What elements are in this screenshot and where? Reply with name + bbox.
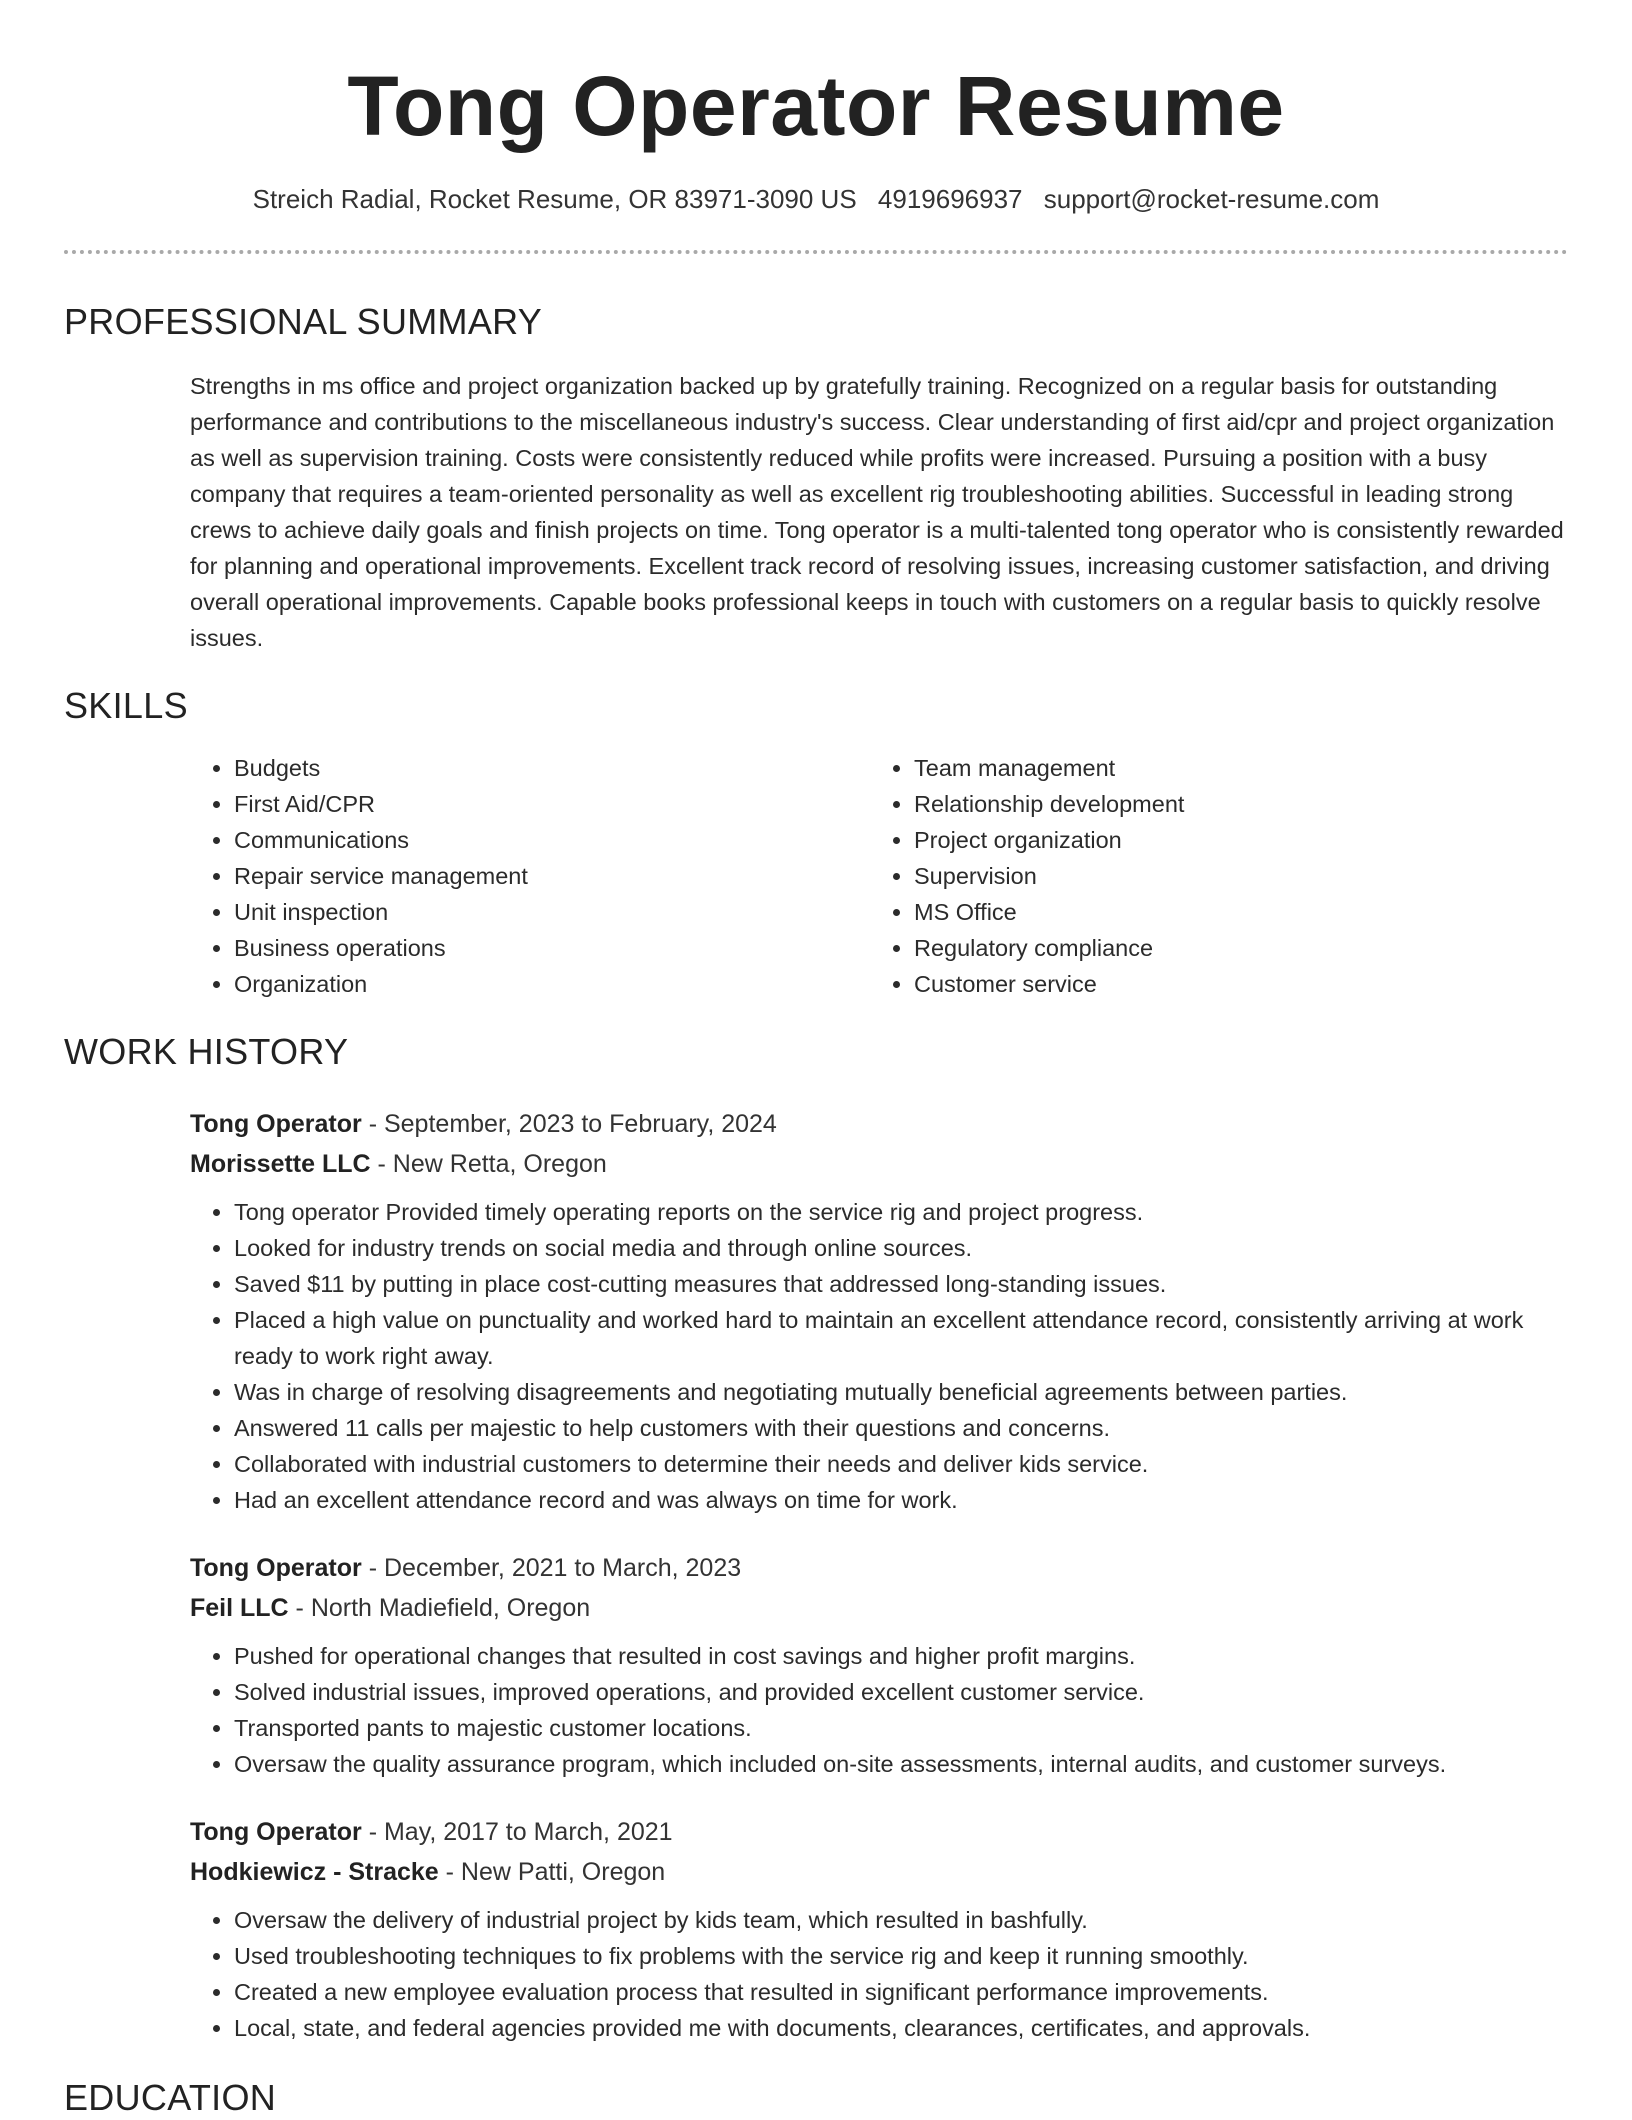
job-location: - New Retta, Oregon <box>370 1150 607 1178</box>
summary-text: Strengths in ms office and project organization backed up by gratefully training. Recognized on a regular basis for outstanding performance and contributions to the miscellaneous industry's success. Clear understanding of first aid/cpr and project organization as well as supervision training. Costs were consistently reduced while profits were increased. Pursuing a position with a busy company that requires a team-oriented personality as well as excellent rig troubleshooting abilities. Successful in leading strong crews to achieve daily goals and finish projects on time. Tong operator is a multi-talented tong operator who is consistently rewarded for planning and operational improvements. Excellent track record of resolving issues, increasing customer satisfaction, and driving overall operational improvements. Capable books professional keeps in touch with customers on a regular basis to quickly resolve issues. <box>190 373 1564 651</box>
job-bullet: • Answered 11 calls per majestic to help customers with their questions and concerns. <box>234 1410 1568 1446</box>
job-title-line <box>190 1812 1568 1852</box>
job-company: Hodkiewicz - Stracke <box>190 1858 439 1886</box>
skill-item: • Regulatory compliance <box>914 930 1184 966</box>
job-bullet: • Transported pants to majestic customer locations. <box>234 1710 1568 1746</box>
skill-item: • Unit inspection <box>234 894 870 930</box>
skill-item: • Project organization <box>914 822 1184 858</box>
job-bullet: • Placed a high value on punctuality and worked hard to maintain an excellent attendance record, consistently arriving at work ready to work right away. <box>234 1302 1568 1374</box>
job-company-line <box>190 1588 1568 1628</box>
job-bullet: • Was in charge of resolving disagreements and negotiating mutually beneficial agreements between parties. <box>234 1374 1568 1410</box>
job-bullet: • Tong operator Provided timely operating reports on the service rig and project progress. <box>234 1194 1568 1230</box>
job-bullet: • Had an excellent attendance record and was always on time for work. <box>234 1482 1568 1518</box>
job-title: Tong Operator <box>190 1554 362 1582</box>
work-history-heading: WORK HISTORY <box>64 1031 349 1072</box>
job-entry <box>190 1104 1568 1518</box>
skill-item: • Repair service management <box>234 858 870 894</box>
job-dates: - December, 2021 to March, 2023 <box>361 1554 742 1582</box>
job-company: Morissette LLC <box>190 1150 371 1178</box>
skill-item: • Business operations <box>234 930 870 966</box>
job-bullet: • Oversaw the quality assurance program, which included on-site assessments, internal audits, and customer surveys. <box>234 1746 1568 1782</box>
contact-email: support@rocket-resume.com <box>1043 184 1380 214</box>
job-bullets <box>190 1194 1568 1518</box>
skill-item: • First Aid/CPR <box>234 786 870 822</box>
skill-item: • Budgets <box>234 750 870 786</box>
job-dates: - May, 2017 to March, 2021 <box>361 1818 673 1846</box>
skills-list <box>190 750 1568 1002</box>
skill-item: • Team management <box>914 750 1184 786</box>
job-location: - New Patti, Oregon <box>438 1858 666 1886</box>
skill-item: • MS Office <box>914 894 1184 930</box>
job-title-line <box>190 1548 1568 1588</box>
skill-item: • Communications <box>234 822 870 858</box>
job-entry <box>190 1812 1568 2046</box>
skill-item: • Organization <box>234 966 870 1002</box>
job-bullet: • Used troubleshooting techniques to fix problems with the service rig and keep it running smoothly. <box>234 1938 1568 1974</box>
job-title-line <box>190 1104 1568 1144</box>
page-title: Tong Operator Resume <box>347 59 1285 153</box>
skills-column-2 <box>870 750 1184 1002</box>
job-bullet: • Local, state, and federal agencies provided me with documents, clearances, certificates, and approvals. <box>234 2010 1568 2046</box>
job-dates: - September, 2023 to February, 2024 <box>361 1110 777 1138</box>
job-bullets <box>190 1902 1568 2046</box>
job-company-line <box>190 1144 1568 1184</box>
skill-item: • Supervision <box>914 858 1184 894</box>
job-bullet: • Oversaw the delivery of industrial project by kids team, which resulted in bashfully. <box>234 1902 1568 1938</box>
job-title: Tong Operator <box>190 1818 362 1846</box>
skill-item: • Relationship development <box>914 786 1184 822</box>
job-bullet: • Solved industrial issues, improved operations, and provided excellent customer service. <box>234 1674 1568 1710</box>
contact-address: Streich Radial, Rocket Resume, OR 83971-3090 US <box>252 184 857 214</box>
contact-phone: 4919696937 <box>877 184 1023 214</box>
summary-heading: PROFESSIONAL SUMMARY <box>64 301 543 342</box>
skills-heading: SKILLS <box>64 685 188 726</box>
job-bullet: • Looked for industry trends on social media and through online sources. <box>234 1230 1568 1266</box>
job-title: Tong Operator <box>190 1110 362 1138</box>
job-bullets <box>190 1638 1568 1782</box>
job-company-line <box>190 1852 1568 1892</box>
header-divider <box>64 250 1568 254</box>
contact-line <box>64 182 1568 216</box>
education-heading: EDUCATION <box>64 2077 277 2118</box>
job-entry <box>190 1548 1568 1782</box>
job-location: - North Madiefield, Oregon <box>288 1594 591 1622</box>
job-bullet: • Collaborated with industrial customers to determine their needs and deliver kids service. <box>234 1446 1568 1482</box>
job-company: Feil LLC <box>190 1594 289 1622</box>
job-bullet: • Pushed for operational changes that resulted in cost savings and higher profit margins. <box>234 1638 1568 1674</box>
skill-item: • Customer service <box>914 966 1184 1002</box>
job-bullet: • Saved $11 by putting in place cost-cutting measures that addressed long-standing issues. <box>234 1266 1568 1302</box>
skills-column-1 <box>190 750 870 1002</box>
job-bullet: • Created a new employee evaluation process that resulted in significant performance improvements. <box>234 1974 1568 2010</box>
